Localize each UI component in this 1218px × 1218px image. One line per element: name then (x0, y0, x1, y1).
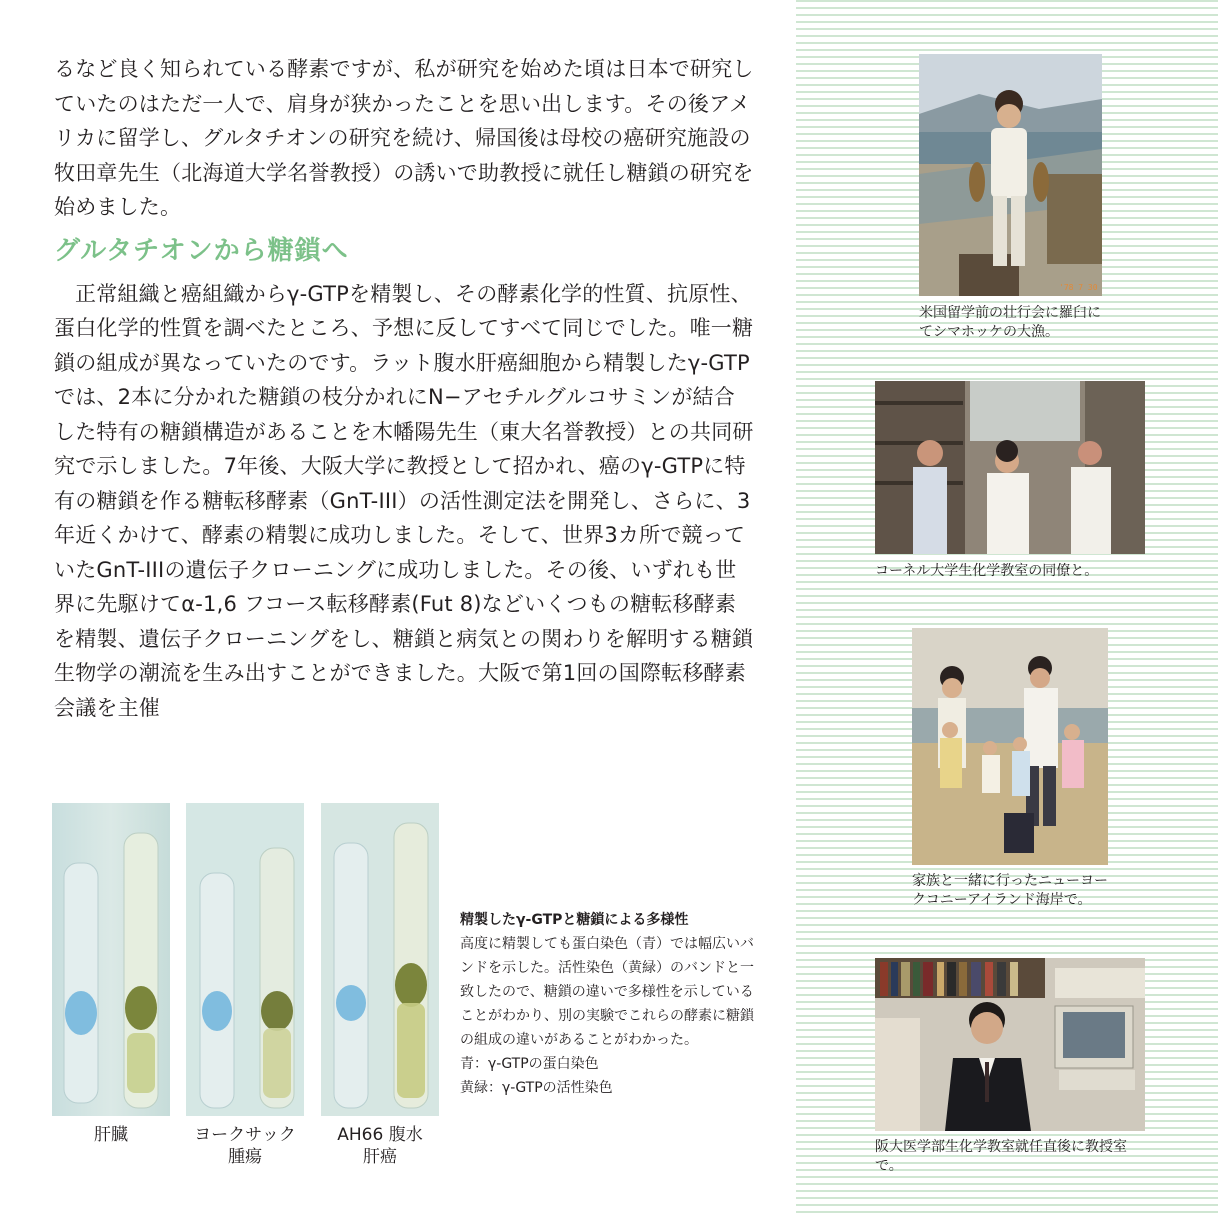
paragraph-2: 正常組織と癌組織からγ-GTPを精製し、その酵素化学的性質、抗原性、蛋白化学的性質を調べたところ、予想に反してすべて同じでした。唯一糖鎖の組成が異なっていたのです。ラット腹水肝癌細胞から精製したγ-GTPでは、2本に分かれた糖鎖の枝分かれにN−アセチルグルコサミンが結合した特有の糖鎖構造があることを木幡陽先生（東大名誉教授）との共同研究で示しました。7年後、大阪大学に教授として招かれ、癌のγ-GTPに特有の糖鎖を作る糖転移酵素（GnT-III）の活性測定法を開発し、さらに、3年近くかけて、酵素の精製に成功しました。そして、世界3カ所で競っていたGnT-IIIの遺伝子クローニングに成功しました。その後、いずれも世界に先駆けてα-1,6 フコース転移酵素(Fut 8)などいくつもの糖転移酵素を精製、遺伝子クローニングをし、糖鎖と病気との関わりを解明する糖鎖生物学の潮流を生み出すことができました。大阪で第1回の国際転移酵素会議を主催 (54, 281, 754, 720)
figure-caption-title: 精製したγ-GTPと糖鎖による多様性 (460, 912, 689, 928)
article-body (54, 52, 754, 725)
figure-caption-text: 高度に精製しても蛋白染色（青）では幅広いバンドを示した。活性染色（黄緑）のバンドと一致したので、糖鎖の違いで多様性を示していることがわかり、別の実験でこれらの酵素に糖鎖の組成の違いがあることがわかった。 (460, 936, 754, 1048)
photo-professor-office (875, 958, 1145, 1131)
figure-caption (460, 908, 760, 1100)
photo-caption-office: 阪大医学部生化学教室就任直後に教授室で。 (875, 1139, 1127, 1174)
photo-caption-fishing: 米国留学前の壮行会に羅臼にてシマホッケの大漁。 (919, 305, 1101, 340)
paragraph-1: るなど良く知られている酵素ですが、私が研究を始めた頃は日本で研究していたのはただ一人で、肩身が狭かったことを思い出します。その後アメリカに留学し、グルタチオンの研究を続け、帰国後は母校の癌研究施設の牧田章先生（北海道大学名誉教授）の誘いで助教授に就任し糖鎖の研究を始めました。 (54, 57, 754, 219)
photo-caption-coney-island: 家族と一緒に行ったニューヨークコニーアイランド海岸で。 (912, 873, 1108, 908)
section-heading: グルタチオンから糖鎖へ (54, 235, 349, 266)
tube-label-liver: 肝臓 (94, 1125, 128, 1145)
photo-caption-cornell: コーネル大学生化学教室の同僚と。 (875, 563, 1099, 579)
photo-date-stamp: '78 7 30 (1059, 283, 1098, 292)
figure-legend-blue: 青：γ-GTPの蛋白染色 (460, 1056, 599, 1072)
photo-coney-island-family (912, 628, 1108, 865)
tube-photo-ah66-ascites-hepatoma (321, 803, 439, 1116)
tube-label-yolk-sac-tumor: ヨークサック 腫瘍 (194, 1125, 296, 1167)
tube-photo-liver (52, 803, 170, 1116)
figure-legend-green: 黄緑：γ-GTPの活性染色 (460, 1080, 613, 1096)
photo-fishing-boat (919, 54, 1102, 296)
photo-cornell-lab (875, 381, 1145, 554)
tube-label-ah66: AH66 腹水 肝癌 (337, 1125, 423, 1167)
tube-photo-yolk-sac-tumor (186, 803, 304, 1116)
